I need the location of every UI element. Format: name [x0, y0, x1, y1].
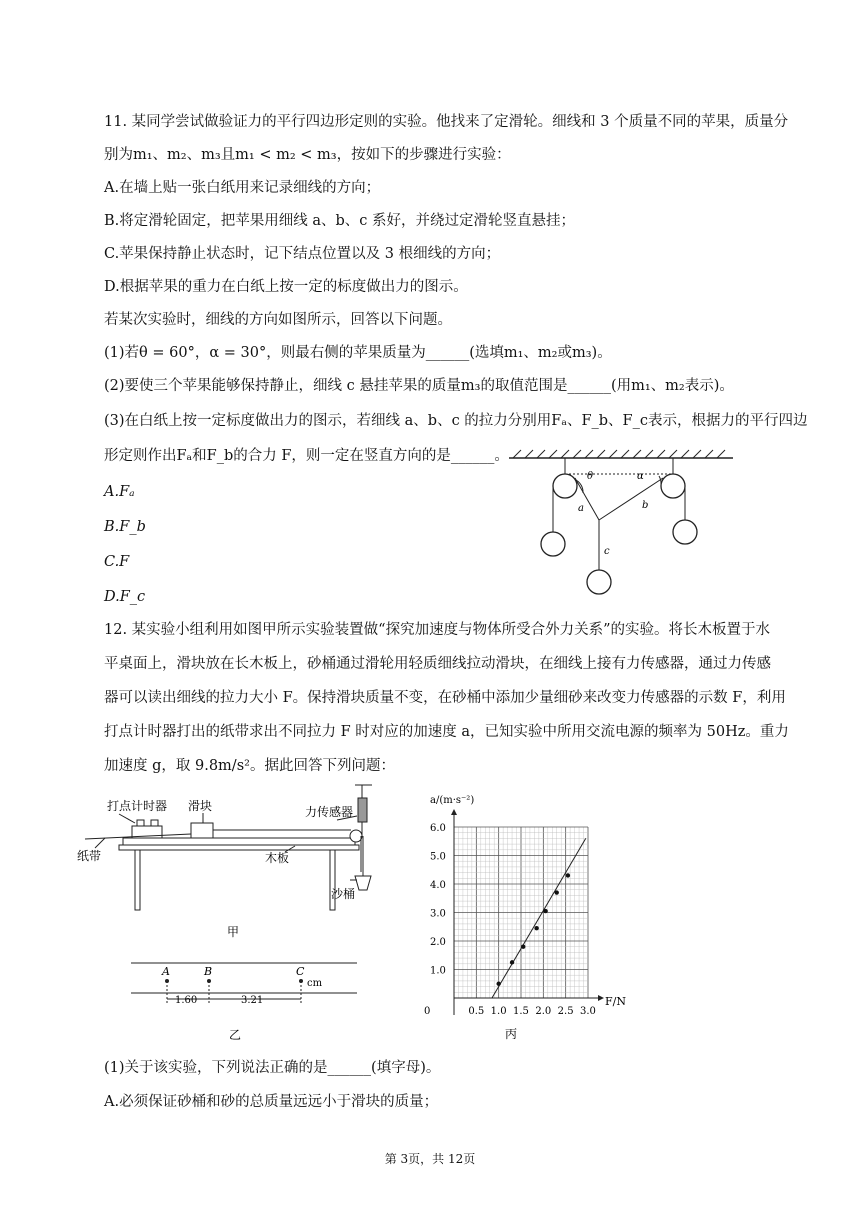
caption-bing: 丙 [505, 1027, 518, 1041]
bucket-label: 沙桶 [331, 887, 356, 901]
data-point [496, 982, 500, 986]
distance-bc: 3.21 [241, 995, 264, 1006]
string-b-label: b [642, 500, 649, 511]
left-pulley [553, 474, 577, 498]
x-tick-label: 1.5 [513, 1006, 529, 1017]
q12-stem-line1: 12. 某实验小组利用如图甲所示实验装置做“探究加速度与物体所受合外力关系”的实验。将长木板置于水 [104, 622, 770, 638]
y-axis-label: a/(m·s⁻²) [430, 795, 475, 806]
pulley [350, 830, 362, 842]
q11-option-b: B.F_b [104, 519, 146, 535]
q11-part3-line1: (3)在白纸上按一定标度做出力的图示，若细线 a、b、c 的拉力分别用Fₐ、F_b、F_c表示，根据力的平行四边 [104, 413, 808, 429]
y-tick-label: 4.0 [430, 880, 446, 891]
sensor-label: 力传感器 [305, 805, 354, 819]
q11-stem-line2: 别为m₁、m₂、m₃且m₁ < m₂ < m₃，按如下的步骤进行实验： [104, 147, 511, 163]
x-tick-label: 2.0 [535, 1006, 552, 1017]
x-tick-label: 1.0 [490, 1006, 507, 1017]
q11-part3-line2: 形定则作出Fₐ和F_b的合力 F，则一定在竖直方向的是______。 [104, 448, 509, 464]
q11-part1: (1)若θ = 60°，α = 30°，则最右侧的苹果质量为______(选填m₁、m₂或m₃)。 [104, 345, 612, 361]
data-point [510, 960, 514, 964]
board-label: 木板 [265, 851, 290, 865]
acceleration-force-chart [400, 785, 630, 1045]
tape-unit-label: cm [307, 978, 323, 989]
string-c-label: c [604, 546, 610, 557]
q11-step-b: B.将定滑轮固定，把苹果用细线 a、b、c 系好，并绕过定滑轮竖直悬挂； [104, 213, 576, 229]
pulley-figure [505, 448, 740, 608]
q11-step-c: C.苹果保持静止状态时，记下结点位置以及 3 根细线的方向； [104, 246, 501, 262]
q11-part2: (2)要使三个苹果能够保持静止，细线 c 悬挂苹果的质量m₃的取值范围是______(用m₁、m₂表示)。 [104, 378, 734, 394]
q12-part1: (1)关于该实验，下列说法正确的是______(填字母)。 [104, 1060, 441, 1076]
data-point [555, 890, 559, 894]
caption-yi: 乙 [229, 1028, 242, 1042]
q12-stem-line3: 器可以读出细线的拉力大小 F。保持滑块质量不变，在砂桶中添加少量细砂来改变力传感器的示数 F，利用 [104, 690, 786, 706]
right-apple [673, 520, 697, 544]
left-apple [541, 532, 565, 556]
string-a-label: a [578, 503, 584, 514]
data-point [566, 873, 570, 877]
q11-option-a: A.Fₐ [104, 484, 135, 500]
data-point [534, 926, 538, 930]
q12-stem-line4: 打点计时器打出的纸带求出不同拉力 F 时对应的加速度 a，已知实验中所用交流电源的频率为 50Hz。重力 [104, 724, 789, 740]
x-tick-label: 0 [424, 1006, 431, 1017]
q12-option-a: A.必须保证砂桶和砂的总质量远远小于滑块的质量； [104, 1094, 439, 1110]
tape-figure [125, 955, 365, 1045]
middle-apple [587, 570, 611, 594]
y-tick-label: 2.0 [430, 937, 446, 948]
q11-step-a: A.在墙上贴一张白纸用来记录细线的方向； [104, 180, 381, 196]
x-tick-label: 2.5 [557, 1006, 574, 1017]
force-sensor [358, 798, 367, 822]
alpha-label: α [637, 471, 644, 482]
y-tick-label: 5.0 [430, 851, 446, 863]
block-label: 滑块 [188, 799, 213, 813]
q11-option-c: C.F [104, 554, 130, 570]
theta-label: θ [587, 471, 594, 482]
q12-stem-line2: 平桌面上，滑块放在长木板上，砂桶通过滑轮用轻质细线拉动滑块，在细线上接有力传感器，通过力传感 [104, 656, 771, 672]
q12-stem-line5: 加速度 g，取 9.8m/s²。据此回答下列问题： [104, 758, 395, 774]
x-axis-label: F/N [605, 995, 626, 1008]
data-point [521, 945, 525, 949]
q11-intro: 若某次实验时，细线的方向如图所示，回答以下问题。 [104, 312, 452, 328]
tape-label: 纸带 [77, 849, 102, 863]
point-a-label: A [162, 965, 170, 978]
caption-jia: 甲 [227, 925, 240, 939]
y-tick-label: 6.0 [430, 823, 446, 834]
q11-stem-line1: 11. 某同学尝试做验证力的平行四边形定则的实验。他找来了定滑轮。细线和 3 个质量不同的苹果，质量分 [104, 114, 789, 130]
x-tick-label: 3.0 [580, 1006, 596, 1017]
x-tick-label: 0.5 [468, 1006, 485, 1017]
page-footer: 第 3页，共 12页 [384, 1152, 476, 1166]
sliding-block [191, 823, 213, 838]
q11-option-d: D.F_c [104, 589, 146, 605]
distance-ab: 1.60 [175, 995, 198, 1006]
q11-step-d: D.根据苹果的重力在白纸上按一定的标度做出力的图示。 [104, 279, 468, 295]
apparatus-figure [75, 780, 395, 940]
right-pulley [661, 474, 685, 498]
data-point [543, 909, 547, 913]
point-c-label: C [296, 965, 305, 978]
point-b-label: B [204, 965, 213, 978]
y-tick-label: 1.0 [430, 965, 446, 977]
sand-bucket [355, 876, 371, 890]
y-tick-label: 3.0 [430, 908, 446, 920]
timer-label: 打点计时器 [107, 799, 168, 813]
